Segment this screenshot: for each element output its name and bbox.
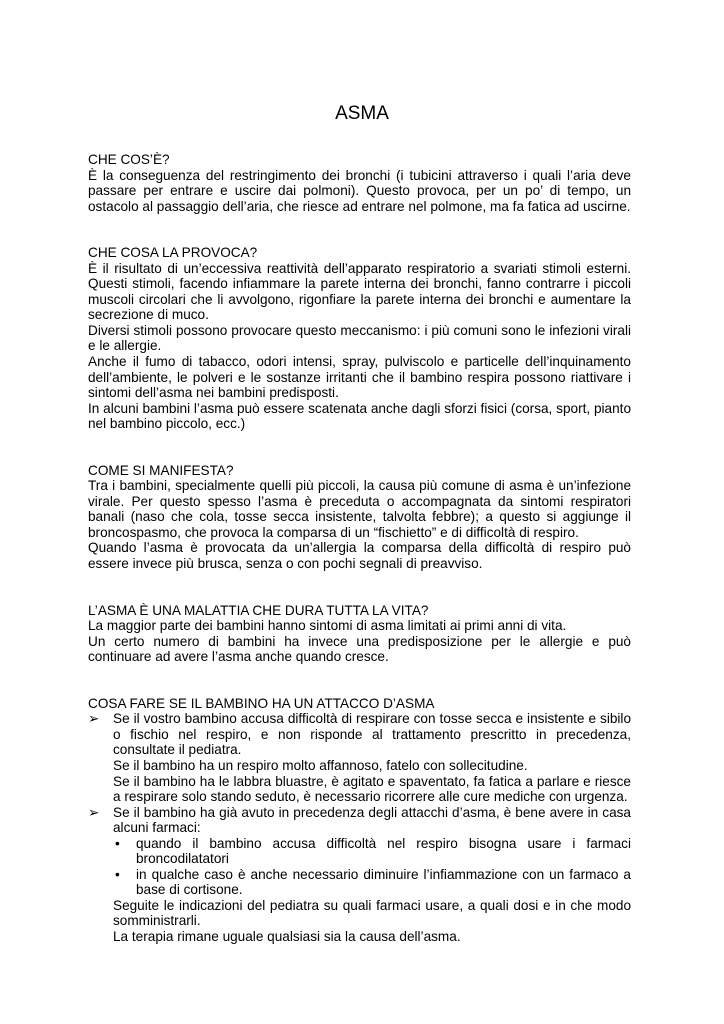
- section-causes: [88, 245, 631, 432]
- arrow-bullet-icon: ➢: [88, 711, 100, 727]
- paragraph: È il risultato di un’eccessiva reattività dell’apparato respiratorio a svariati stimoli esterni. Questi stimoli, facendo infiammare la parete interna dei bronchi, fanno contrarre i piccoli muscoli circolari che li avvolgono, rigonfiare la parete interna dei bronchi e aumentare la secrezione di muco.: [88, 260, 631, 323]
- paragraph: Quando l’asma è provocata da un’allergia la comparsa della difficoltà di respiro può essere invece più brusca, senza o con pochi segnali di preavviso.: [88, 540, 631, 572]
- paragraph: Se il bambino ha un respiro molto affannoso, fatelo con sollecitudine.: [113, 757, 528, 773]
- paragraph: Un certo numero di bambini ha invece una predisposizione per le allergie e può continuare ad avere l’asma anche quando cresce.: [88, 633, 631, 665]
- paragraph: Seguite le indicazioni del pediatra su quali farmaci usare, a quali dosi e in che modo somministrarli.: [113, 897, 631, 929]
- document-title: ASMA: [335, 103, 389, 124]
- arrow-bullet-icon: ➢: [88, 804, 100, 820]
- paragraph: La terapia rimane uguale qualsiasi sia la causa dell’asma.: [113, 928, 461, 944]
- sub-list-item: [113, 867, 631, 898]
- paragraph: in qualche caso è anche necessario diminuire l’infiammazione con un farmaco a base di cortisone.: [136, 866, 631, 898]
- section-heading: COSA FARE SE IL BAMBINO HA UN ATTACCO D’ASMA: [88, 695, 435, 711]
- list-item: [88, 805, 631, 945]
- paragraph: Se il bambino ha già avuto in precedenza degli attacchi d’asma, è bene avere in casa alcuni farmaci:: [113, 804, 631, 836]
- section-duration: [88, 603, 631, 665]
- list-item: [88, 711, 631, 804]
- paragraph: Diversi stimoli possono provocare questo meccanismo: i più comuni sono le infezioni virali e le allergie.: [88, 322, 631, 354]
- dot-bullet-icon: •: [115, 866, 120, 882]
- paragraph: Se il bambino ha le labbra bluastre, è agitato e spaventato, fa fatica a parlare e riesce a respirare solo stando seduto, è necessario ricorrere alle cure mediche con urgenza.: [113, 773, 631, 805]
- dot-bullet-icon: •: [115, 835, 120, 851]
- document-body: [88, 152, 631, 945]
- paragraph: quando il bambino accusa difficoltà nel respiro bisogna usare i farmaci broncodilatatori: [136, 835, 631, 867]
- section-symptoms: [88, 463, 631, 572]
- section-definition: [88, 152, 631, 214]
- section-heading: COME SI MANIFESTA?: [88, 462, 234, 478]
- section-heading: L’ASMA È UNA MALATTIA CHE DURA TUTTA LA VITA?: [88, 602, 429, 618]
- section-heading: CHE COS’È?: [88, 152, 170, 167]
- section-heading: CHE COSA LA PROVOCA?: [88, 245, 258, 261]
- paragraph: Tra i bambini, specialmente quelli più piccoli, la causa più comune di asma è un’infezione virale. Per questo spesso l’asma è preceduta o accompagnata da sintomi respiratori banali (naso che cola, tosse secca insistente, talvolta febbre); a questo si aggiunge il broncospasmo, che provoca la comparsa di un “fischietto” e di difficoltà di respiro.: [88, 478, 631, 540]
- paragraph: Se il vostro bambino accusa difficoltà di respirare con tosse secca e insistente e sibilo o fischio nel respiro, e non risponde al trattamento prescritto in precedenza, consultate il pediatra.: [113, 711, 631, 758]
- paragraph: È la conseguenza del restringimento dei bronchi (i tubicini attraverso i quali l’aria deve passare per entrare e uscire dai polmoni). Questo provoca, per un po’ di tempo, un ostacolo al passaggio dell’aria, che riesce ad entrare nel polmone, ma fa fatica ad uscirne.: [88, 167, 631, 214]
- sub-list-item: [113, 836, 631, 867]
- paragraph: Anche il fumo di tabacco, odori intensi, spray, pulviscolo e particelle dell’inquinamento dell’ambiente, le polveri e le sostanze irritanti che il bambino respira possono riattivare i sintomi dell’asma nei bambini predisposti.: [88, 354, 631, 401]
- paragraph: In alcuni bambini l’asma può essere scatenata anche dagli sforzi fisici (corsa, sport, pianto nel bambino piccolo, ecc.): [88, 400, 631, 432]
- section-attack: [88, 696, 631, 945]
- paragraph: La maggior parte dei bambini hanno sintomi di asma limitati ai primi anni di vita.: [88, 618, 567, 634]
